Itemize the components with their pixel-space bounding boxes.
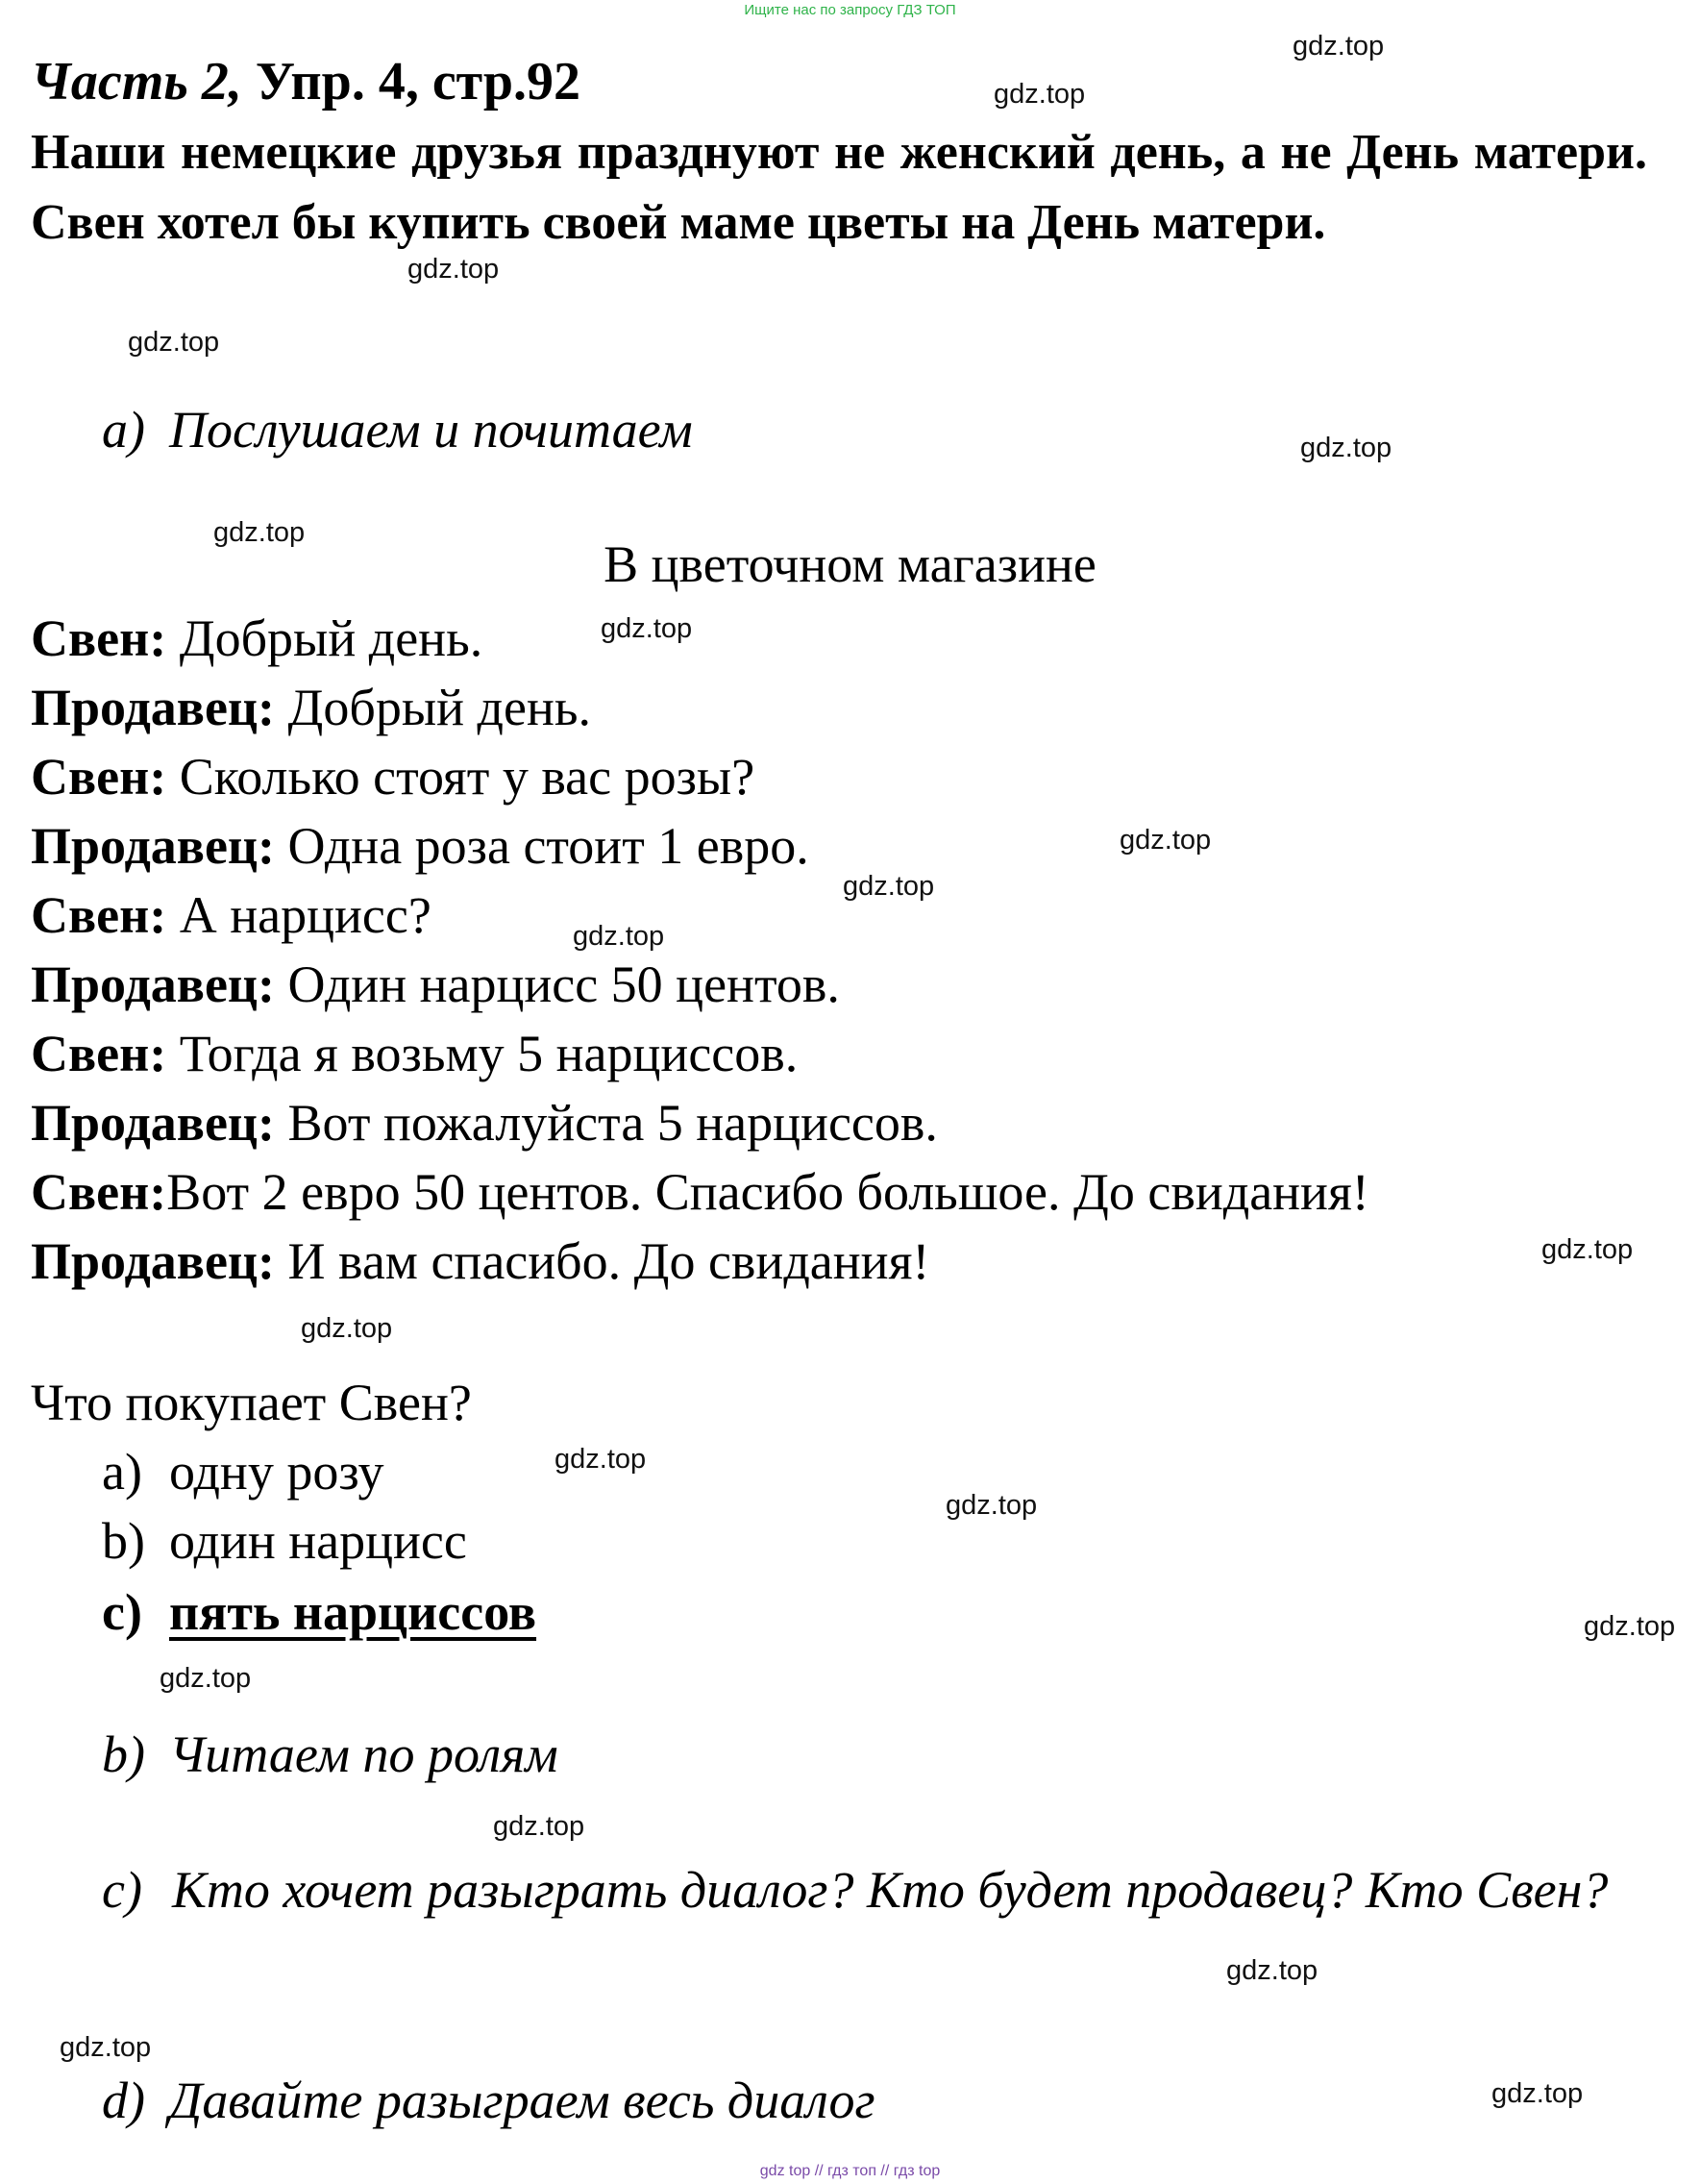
watermark: gdz.top <box>60 2032 152 2063</box>
speaker: Свен: <box>31 1163 167 1221</box>
watermark: gdz.top <box>407 254 500 285</box>
utterance: А нарцисс? <box>166 886 431 944</box>
utterance: Вот пожалуйста 5 нарциссов. <box>275 1094 938 1152</box>
speaker: Свен: <box>31 748 167 806</box>
speaker: Продавец: <box>31 817 276 875</box>
speaker: Продавец: <box>31 1232 276 1290</box>
subtask-label: d) <box>102 2072 145 2129</box>
dialog-line <box>31 812 809 880</box>
utterance: Один нарцисс 50 центов. <box>275 956 840 1013</box>
watermark: gdz.top <box>128 327 220 358</box>
subtask-label: b) <box>102 1725 145 1783</box>
speaker: Свен: <box>31 886 167 944</box>
speaker: Продавец: <box>31 1094 276 1152</box>
utterance: И вам спасибо. До свидания! <box>275 1232 930 1290</box>
question: Что покупает Свен? <box>31 1374 472 1431</box>
subtask-text: Кто хочет разыграть диалог? Кто будет продавец? Кто Свен? <box>172 1861 1609 1919</box>
speaker: Продавец: <box>31 956 276 1013</box>
watermark: gdz.top <box>493 1811 585 1842</box>
watermark: gdz.top <box>1584 1611 1676 1642</box>
dialog-line <box>31 881 431 949</box>
subtask-text: Послушаем и почитаем <box>169 401 693 459</box>
subtask-c <box>102 1855 1647 1924</box>
subtask-text: Давайте разыграем весь диалог <box>169 2072 875 2129</box>
dialog-line <box>31 1020 798 1087</box>
speaker: Свен: <box>31 609 167 667</box>
dialog-line <box>31 951 840 1018</box>
subtask-label: a) <box>102 401 145 459</box>
option-label: a) <box>102 1443 142 1501</box>
dialog-title: В цветочном магазине <box>604 535 1096 593</box>
utterance: Вот 2 евро 50 центов. Спасибо большое. До свидания! <box>166 1163 1369 1221</box>
watermark: gdz.top <box>1541 1234 1634 1265</box>
option-text: один нарцисс <box>169 1512 467 1570</box>
answer-option-b <box>102 1507 678 1575</box>
watermark: gdz.top <box>1491 2078 1584 2109</box>
option-text: одну розу <box>169 1443 384 1501</box>
watermark: gdz.top <box>301 1313 393 1344</box>
option-label: c) <box>102 1583 142 1641</box>
watermark: gdz.top <box>1293 31 1385 62</box>
watermark: gdz.top <box>1226 1955 1318 1986</box>
dialog-line <box>31 1158 1369 1226</box>
exercise-title <box>31 48 580 115</box>
dialog-line <box>31 743 754 810</box>
top-banner[interactable]: Ищите нас по запросу ГДЗ ТОП <box>744 2 956 18</box>
watermark: gdz.top <box>554 1444 647 1475</box>
utterance: Добрый день. <box>275 679 591 736</box>
speaker: Свен: <box>31 1025 167 1082</box>
watermark: gdz.top <box>946 1490 1038 1521</box>
answer-option-c-correct <box>102 1578 678 1651</box>
subtask-label: c) <box>102 1861 142 1919</box>
answer-option-a <box>102 1438 678 1505</box>
utterance: Тогда я возьму 5 нарциссов. <box>166 1025 799 1082</box>
dialog-line <box>31 674 591 741</box>
watermark: gdz.top <box>160 1663 252 1694</box>
option-label: b) <box>102 1512 145 1570</box>
watermark: gdz.top <box>994 79 1086 110</box>
subtask-b <box>102 1721 558 1788</box>
watermark: gdz.top <box>843 871 935 902</box>
watermark: gdz.top <box>1300 433 1392 463</box>
watermark: gdz.top <box>213 517 306 548</box>
title-exercise: Упр. 4, стр.92 <box>241 52 581 112</box>
title-part: Часть 2, <box>31 52 242 112</box>
utterance: Одна роза стоит 1 евро. <box>275 817 809 875</box>
subtask-a <box>102 396 693 463</box>
dialog-line <box>31 1089 938 1156</box>
speaker: Продавец: <box>31 679 276 736</box>
dialog-line <box>31 1228 929 1295</box>
utterance: Добрый день. <box>166 609 483 667</box>
dialog-line <box>31 605 482 672</box>
subtask-text: Читаем по ролям <box>169 1725 558 1783</box>
option-text: пять нарциссов <box>169 1583 537 1641</box>
watermark: gdz.top <box>573 921 665 952</box>
watermark: gdz.top <box>601 613 693 644</box>
task-text: Наши немецкие друзья празднуют не женский день, а не День матери. Свен хотел бы купить своей маме цветы на День матери. <box>31 125 1647 250</box>
watermark: gdz.top <box>1120 825 1212 856</box>
utterance: Сколько стоят у вас розы? <box>166 748 755 806</box>
footer-links[interactable]: gdz top // гдз топ // гдз top <box>759 2163 941 2179</box>
subtask-d <box>102 2067 875 2134</box>
